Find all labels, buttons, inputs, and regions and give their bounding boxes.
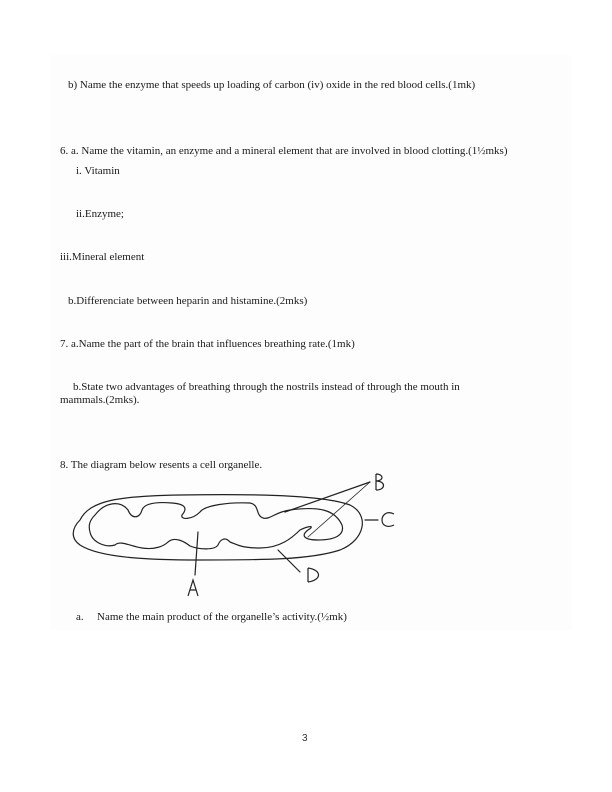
- question-6a-ii-enzyme: ii.Enzyme;: [76, 208, 124, 220]
- question-8a-marker: a.: [76, 611, 84, 623]
- question-5b: b) Name the enzyme that speeds up loading of carbon (iv) oxide in the red blood cells.(1mk): [68, 79, 476, 91]
- label-d: [308, 568, 319, 582]
- pointer-a: [195, 532, 198, 575]
- label-c: [382, 513, 394, 527]
- question-8a: Name the main product of the organelle’s activity.(½mk): [97, 611, 347, 623]
- question-7a: 7. a.Name the part of the brain that influences breathing rate.(1mk): [60, 338, 355, 350]
- question-6a-i-vitamin: i. Vitamin: [76, 165, 120, 177]
- label-a: [188, 580, 198, 596]
- mitochondrion-diagram: [60, 470, 400, 600]
- question-7b-line1: b.State two advantages of breathing through the nostrils instead of through the mouth in: [73, 381, 460, 393]
- question-7b-line2: mammals.(2mks).: [60, 394, 140, 406]
- inner-membrane-cristae: [89, 503, 342, 549]
- question-6a: 6. a. Name the vitamin, an enzyme and a mineral element that are involved in blood clotting.(1½mks): [60, 145, 508, 157]
- question-6a-iii-mineral: iii.Mineral element: [60, 251, 145, 263]
- page-number: 3: [302, 733, 308, 744]
- question-8: 8. The diagram below resents a cell organelle.: [60, 459, 263, 471]
- pointer-d: [278, 550, 300, 572]
- question-6b: b.Differenciate between heparin and histamine.(2mks): [68, 295, 308, 307]
- label-b: [376, 474, 384, 490]
